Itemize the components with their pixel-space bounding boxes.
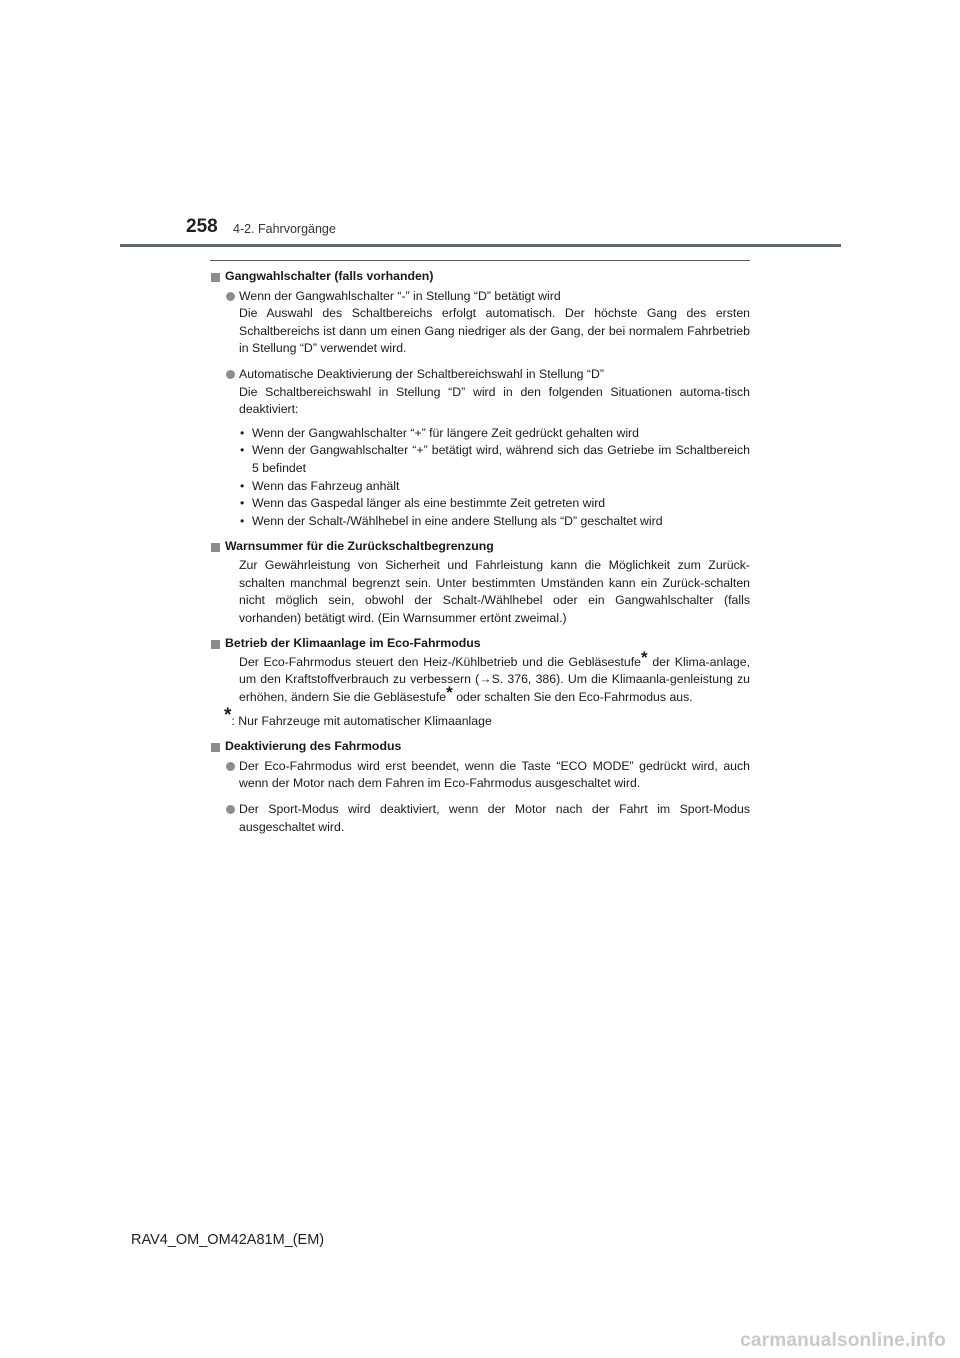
bullet-title: Automatische Deaktivierung der Schaltbereichswahl in Stellung “D” — [239, 366, 604, 381]
paragraph-warning-buzzer: Zur Gewährleistung von Sicherheit und Fahrleistung kann die Möglichkeit zum Zurück-schalten manchmal begrenzt sein. Unter bestimmten Umständen kann ein Zurück-schalten nicht möglich sein, obwohl der Schalt-/Wählhebel oder ein Gangwahlschalter (falls vorhanden) betätigt wird. (Ein Warnsummer ertönt zweimal.) — [239, 557, 750, 625]
bullet-text: Der Sport-Modus wird deaktiviert, wenn der Motor nach der Fahrt im Sport-Modus ausgeschaltet wird. — [239, 802, 750, 834]
circle-bullet-icon — [226, 762, 235, 771]
header-rule — [120, 244, 841, 247]
condition-list — [210, 425, 750, 531]
arrow-icon: → — [479, 672, 492, 687]
bullet-title: Wenn der Gangwahlschalter “-” in Stellung “D” betätigt wird — [239, 288, 561, 303]
watermark: carmanualsonline.info — [740, 1330, 946, 1351]
content-rule — [210, 260, 750, 261]
list-item: • Wenn der Gangwahlschalter “+” betätigt wird, während sich das Getriebe im Schaltbereich 5 befindet — [240, 443, 750, 475]
list-item: • Wenn der Gangwahlschalter “+” für längere Zeit gedrückt gehalten wird — [239, 425, 750, 443]
bullet-text: Der Eco-Fahrmodus wird erst beendet, wenn die Taste “ECO MODE” gedrückt wird, auch wenn der Motor nach dem Fahren im Eco-Fahrmodus ausgeschaltet wird. — [239, 758, 750, 791]
heading-eco-ac: Betrieb der Klimaanlage im Eco-Fahrmodus — [210, 635, 750, 653]
square-bullet-icon — [211, 640, 220, 649]
circle-bullet-icon — [226, 805, 235, 814]
square-bullet-icon — [211, 273, 220, 282]
square-bullet-icon — [211, 743, 220, 752]
dot-bullet-icon: • — [240, 425, 245, 440]
square-bullet-icon — [211, 543, 220, 552]
list-item: • Wenn das Gaspedal länger als eine bestimmte Zeit getreten wird — [239, 495, 750, 513]
bullet-sport-mode — [210, 801, 750, 836]
asterisk-icon: * — [641, 647, 648, 667]
asterisk-icon: * — [224, 704, 232, 726]
section-title: 4-2. Fahrvorgänge — [233, 222, 336, 236]
page-content — [210, 268, 750, 836]
heading-deactivation: Deaktivierung des Fahrmodus — [210, 738, 750, 756]
dot-bullet-icon: • — [240, 443, 245, 458]
list-item: • Wenn das Fahrzeug anhält — [239, 478, 750, 496]
bullet-auto-deactivation — [210, 366, 750, 419]
asterisk-icon: * — [446, 683, 453, 703]
bullet-downshift — [210, 288, 750, 358]
dot-bullet-icon: • — [240, 478, 245, 493]
dot-bullet-icon: • — [240, 513, 245, 528]
circle-bullet-icon — [226, 370, 235, 379]
circle-bullet-icon — [226, 292, 235, 301]
bullet-text: Die Auswahl des Schaltbereichs erfolgt automatisch. Der höchste Gang des ersten Schaltbereichs ist dann um einen Gang niedriger als der Gang, der bei normalem Fahrbetrieb in Stellung “D” verwendet wird. — [239, 306, 750, 356]
dot-bullet-icon: • — [240, 496, 245, 511]
list-item: • Wenn der Schalt-/Wählhebel in eine andere Stellung als “D” geschaltet wird — [239, 513, 750, 531]
bullet-eco-mode — [210, 758, 750, 793]
footer-doc-code: RAV4_OM_OM42A81M_(EM) — [131, 1232, 325, 1248]
page-number: 258 — [186, 216, 218, 237]
heading-gear-selector: Gangwahlschalter (falls vorhanden) — [210, 268, 750, 286]
heading-warning-buzzer: Warnsummer für die Zurückschaltbegrenzung — [210, 538, 750, 556]
footnote: *: Nur Fahrzeuge mit automatischer Klimaanlage — [224, 704, 492, 728]
bullet-text: Die Schaltbereichswahl in Stellung “D” wird in den folgenden Situationen automa-tisch deaktiviert: — [239, 384, 750, 417]
paragraph-eco-ac: Der Eco-Fahrmodus steuert den Heiz-/Kühlbetrieb und die Gebläsestufe* der Klima-anlage, um den Kraftstoffverbrauch zu verbessern (→S. 376, 386). Um die Klimaanla-genleistung zu erhöhen, ändern Sie die Gebläsestufe* oder schalten Sie den Eco-Fahrmodus aus. — [239, 647, 750, 705]
